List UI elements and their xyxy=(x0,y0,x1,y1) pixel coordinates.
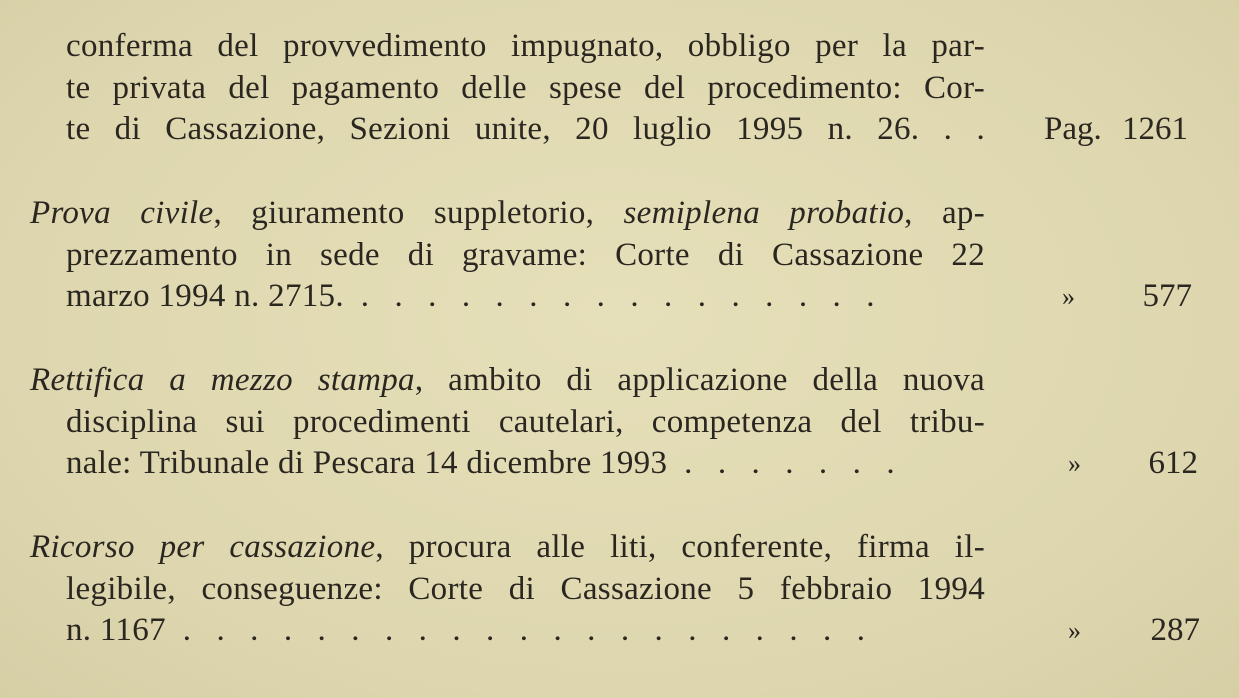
entry-heading: Prova civile xyxy=(30,195,214,231)
ditto-mark: » xyxy=(1068,616,1081,645)
entry-text xyxy=(30,26,985,151)
entry-line: te di Cassazione, Sezioni unite, 20 luglio 1995 n. 26. . . xyxy=(66,111,985,147)
ditto-mark: » xyxy=(1068,449,1081,478)
entry-line: legibile, conseguenze: Corte di Cassazione 5 febbraio 1994 xyxy=(66,570,985,607)
entry-line xyxy=(30,360,985,402)
index-entry xyxy=(30,527,1230,652)
ditto-mark: » xyxy=(1062,282,1075,311)
page-number: 1261 xyxy=(1122,111,1188,147)
page-number: 287 xyxy=(1150,612,1200,648)
leader-dots: . . . . . . . . . . . . . . . . . . . . . xyxy=(165,612,874,648)
entry-text xyxy=(30,193,985,318)
entry-line: conferma del provvedimento impugnato, obbligo per la par- xyxy=(66,28,985,64)
entry-line xyxy=(30,610,985,652)
entry-text-fragment: , procura alle liti, conferente, firma il- xyxy=(375,529,985,565)
entry-text xyxy=(30,527,985,652)
page-reference xyxy=(1030,610,1230,652)
entry-text xyxy=(30,360,985,485)
entry-line: te privata del pagamento delle spese del procedimento: Cor- xyxy=(66,69,985,106)
entry-text-fragment: , giuramento suppletorio, xyxy=(213,195,624,231)
page-number: 612 xyxy=(1148,445,1198,481)
page-prefix: Pag. xyxy=(1044,111,1102,147)
index-entry xyxy=(30,26,1230,151)
page-reference xyxy=(1030,276,1230,318)
entry-latin-term: semiplena probatio xyxy=(623,195,905,231)
entry-heading: Ricorso per cassazione xyxy=(30,529,376,565)
entry-text-fragment: nale: Tribunale di Pescara 14 dicembre 1993 xyxy=(66,445,668,481)
index-entry xyxy=(30,193,1230,318)
entry-line: prezzamento in sede di gravame: Corte di Cassazione 22 xyxy=(66,236,985,273)
page-number: 577 xyxy=(1142,278,1192,314)
entry-text-fragment: , ambito di applicazione della nuova xyxy=(414,362,986,398)
entry-line: disciplina sui procedimenti cautelari, competenza del tribu- xyxy=(66,403,985,440)
entry-line xyxy=(30,527,985,569)
entry-text-fragment: , ap- xyxy=(904,195,986,231)
entry-line xyxy=(30,276,985,318)
entry-line xyxy=(30,443,985,485)
entry-text-fragment: n. 1167 xyxy=(66,612,166,648)
leader-dots: . . . . . . . xyxy=(667,445,904,481)
page-reference xyxy=(1030,109,1230,151)
entry-line xyxy=(30,193,985,235)
index-entry xyxy=(30,360,1230,485)
leader-dots: . . . . . . . . . . . . . . . . xyxy=(343,278,884,314)
page-reference xyxy=(1030,443,1230,485)
entry-text-fragment: marzo 1994 n. 2715. xyxy=(66,278,344,314)
entry-heading: Rettifica a mezzo stampa xyxy=(30,362,415,398)
